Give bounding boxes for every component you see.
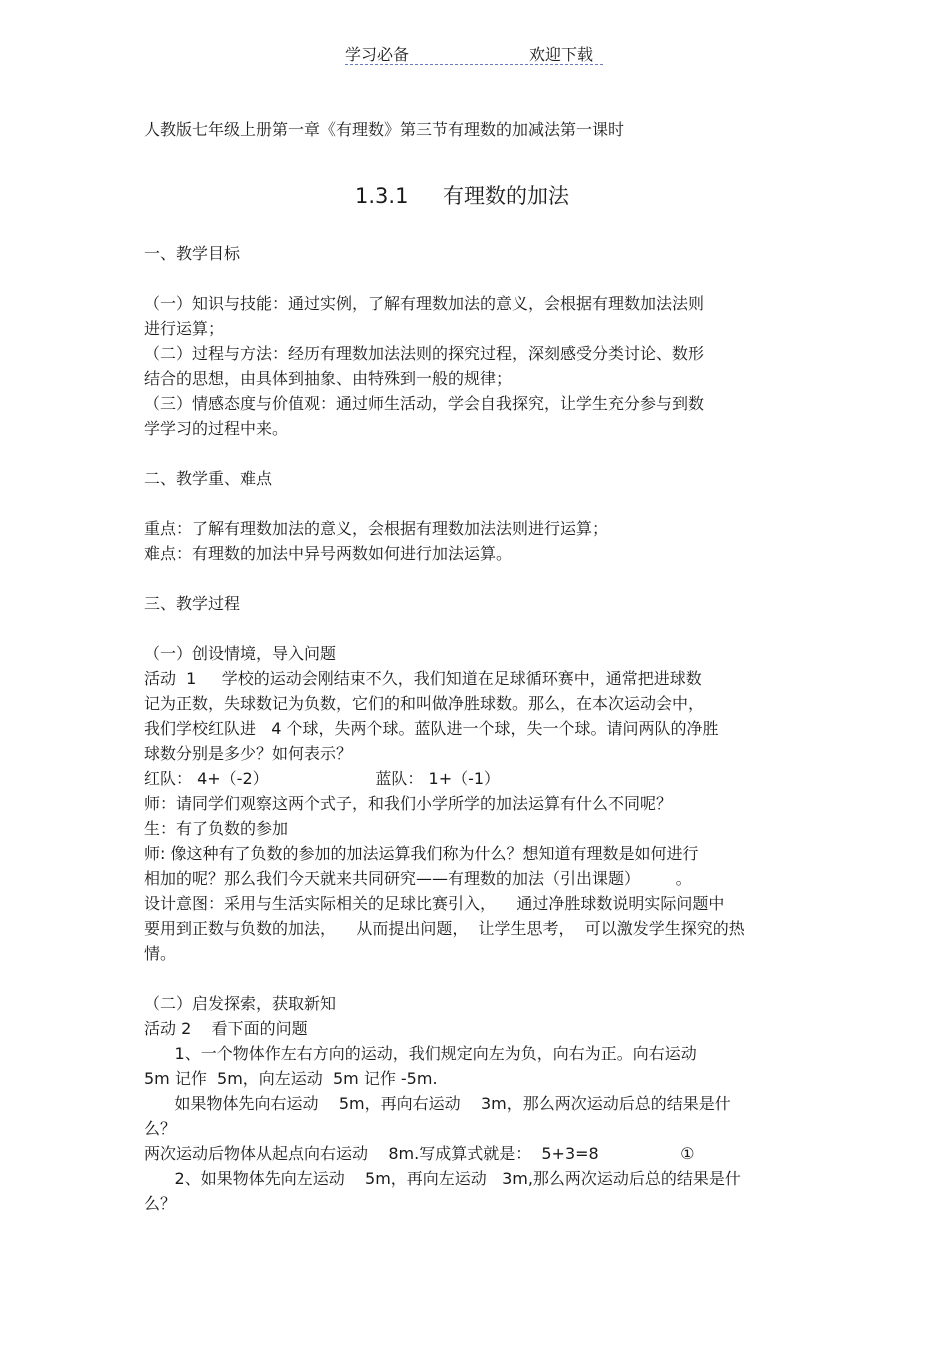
- body-line: （一）知识与技能：通过实例，了解有理数加法的意义，会根据有理数加法法则: [144, 294, 705, 313]
- header-right-text: 欢迎下载: [529, 45, 594, 64]
- body-line: 师：请同学们观察这两个式子，和我们小学所学的加法运算有什么不同呢？: [144, 794, 673, 813]
- body-line: 么？: [144, 1194, 177, 1213]
- body-line: 活动 1 学校的运动会刚结束不久，我们知道在足球循环赛中，通常把进球数: [144, 669, 702, 688]
- body-line: 球数分别是多少？如何表示？: [144, 744, 353, 763]
- body-line: （三）情感态度与价值观：通过师生活动，学会自我探究，让学生充分参与到数: [144, 394, 705, 413]
- body-line: 两次运动后物体从起点向右运动 8m.写成算式就是： 5+3=8 ①: [144, 1144, 695, 1163]
- page-header: [345, 40, 603, 65]
- body-line: 活动 2 看下面的问题: [144, 1019, 308, 1038]
- body-line: 学学习的过程中来。: [144, 419, 289, 438]
- section-heading-goals: 一、教学目标: [144, 244, 241, 263]
- header-left-text: 学习必备: [345, 45, 410, 64]
- body-line: 设计意图：采用与生活实际相关的足球比赛引入， 通过净胜球数说明实际问题中: [144, 894, 725, 913]
- section-heading-process: 三、教学过程: [144, 594, 241, 613]
- body-line: 我们学校红队进 4 个球，失两个球。蓝队进一个球，失一个球。请问两队的净胜: [144, 719, 719, 738]
- subsection-heading: （一）创设情境，导入问题: [144, 644, 337, 663]
- document-subtitle: 人教版七年级上册第一章《有理数》第三节有理数的加减法第一课时: [144, 120, 625, 139]
- document-title: [355, 183, 569, 209]
- title-number: 1.3.1: [355, 184, 409, 208]
- body-line: 1、一个物体作左右方向的运动，我们规定向左为负，向右为正。向右运动: [144, 1044, 697, 1063]
- body-line: （二）过程与方法：经历有理数加法法则的探究过程，深刻感受分类讨论、数形: [144, 344, 705, 363]
- body-line: 红队： 4+（-2） 蓝队： 1+（-1）: [144, 769, 501, 788]
- section-heading-key-points: 二、教学重、难点: [144, 469, 273, 488]
- body-line: 结合的思想，由具体到抽象、由特殊到一般的规律；: [144, 369, 513, 388]
- body-line: 进行运算；: [144, 319, 225, 338]
- body-line: 记为正数，失球数记为负数，它们的和叫做净胜球数。那么，在本次运动会中，: [144, 694, 705, 713]
- body-line: 情。: [144, 944, 177, 963]
- body-line: 师: 像这种有了负数的参加的加法运算我们称为什么？想知道有理数是如何进行: [144, 844, 699, 863]
- body-line: 难点：有理数的加法中异号两数如何进行加法运算。: [144, 544, 513, 563]
- title-text: 有理数的加法: [443, 184, 569, 208]
- body-line: 重点：了解有理数加法的意义，会根据有理数加法法则进行运算；: [144, 519, 609, 538]
- body-line: 要用到正数与负数的加法， 从而提出问题， 让学生思考， 可以激发学生探究的热: [144, 919, 745, 938]
- body-line: 2、如果物体先向左运动 5m，再向左运动 3m,那么两次运动后总的结果是什: [144, 1169, 741, 1188]
- subsection-heading: （二）启发探索，获取新知: [144, 994, 337, 1013]
- body-line: 相加的呢？那么我们今天就来共同研究——有理数的加法（引出课题） 。: [144, 869, 692, 888]
- body-line: 如果物体先向右运动 5m，再向右运动 3m，那么两次运动后总的结果是什: [144, 1094, 731, 1113]
- body-line: 生：有了负数的参加: [144, 819, 289, 838]
- body-line: 5m 记作 5m，向左运动 5m 记作 -5m.: [144, 1069, 438, 1088]
- body-line: 么？: [144, 1119, 177, 1138]
